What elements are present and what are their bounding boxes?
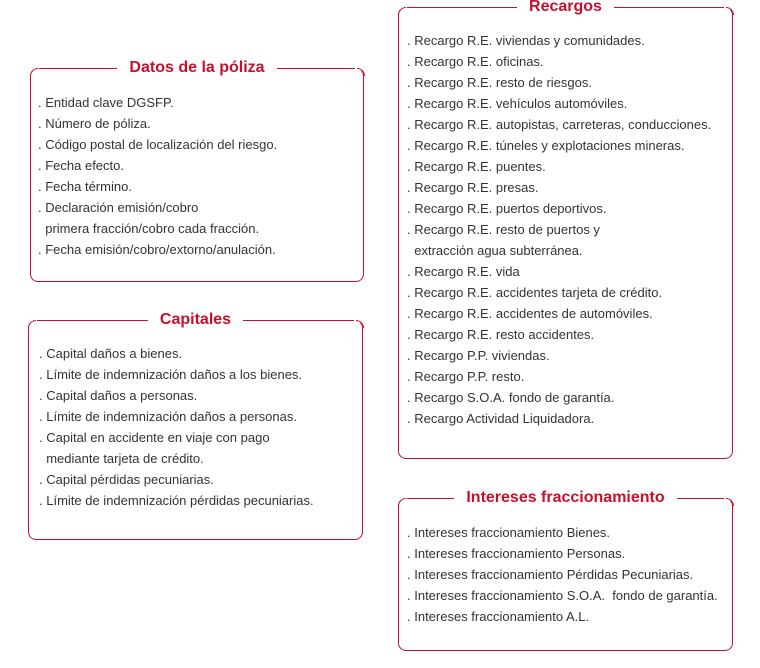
list-item: . Intereses fraccionamiento S.O.A. fondo de garantía. (407, 588, 718, 603)
list-item: . Intereses fraccionamiento Bienes. (407, 525, 611, 540)
list-item: . Declaración emisión/cobro (38, 200, 199, 215)
border-segment (407, 7, 517, 8)
capitales-list (39, 343, 314, 511)
section-title-intereses-text: Intereses fraccionamiento (454, 489, 676, 506)
section-intereses-fraccionamiento (398, 489, 733, 651)
list-item: . Fecha emisión/cobro/extorno/anulación. (38, 242, 276, 257)
border-segment (243, 320, 354, 321)
list-item: . Recargo R.E. presas. (407, 180, 539, 195)
list-item: . Recargo R.E. viviendas y comunidades. (407, 33, 645, 48)
list-item: . Fecha efecto. (38, 158, 124, 173)
border-segment (677, 498, 724, 499)
border-segment (277, 68, 355, 69)
list-item: . Intereses fraccionamiento Pérdidas Pecuniarias. (407, 567, 694, 582)
list-item: . Código postal de localización del riesgo. (38, 137, 278, 152)
list-item: mediante tarjeta de crédito. (39, 451, 204, 466)
section-recargos (398, 0, 733, 459)
list-item: . Capital daños a bienes. (39, 346, 183, 361)
list-item: . Límite de indemnización pérdidas pecuniarias. (39, 493, 314, 508)
border-corner (357, 68, 365, 76)
list-item: . Recargo S.O.A. fondo de garantía. (407, 390, 615, 405)
section-title-capitales-text: Capitales (148, 311, 243, 328)
list-item: . Recargo R.E. accidentes tarjeta de crédito. (407, 285, 663, 300)
list-item: . Recargo R.E. puertos deportivos. (407, 201, 607, 216)
border-corner (726, 498, 734, 506)
border-corner (726, 7, 734, 15)
recargos-list (407, 30, 711, 429)
list-item: . Intereses fraccionamiento Personas. (407, 546, 626, 561)
list-item: primera fracción/cobro cada fracción. (38, 221, 260, 236)
list-item: . Intereses fraccionamiento A.L. (407, 609, 590, 624)
section-title-recargos-text: Recargos (517, 0, 614, 15)
border-corner (356, 320, 364, 328)
section-title-recargos (399, 0, 732, 18)
list-item: . Límite de indemnización daños a los bienes. (39, 367, 303, 382)
list-item: . Recargo R.E. túneles y explotaciones mineras. (407, 138, 685, 153)
list-item: extracción agua subterránea. (407, 243, 583, 258)
border-segment (39, 68, 117, 69)
list-item: . Recargo R.E. oficinas. (407, 54, 544, 69)
list-item: . Recargo R.E. resto de riesgos. (407, 75, 592, 90)
list-item: . Recargo R.E. puentes. (407, 159, 546, 174)
section-title-datos-poliza-text: Datos de la póliza (117, 59, 276, 76)
list-item: . Recargo R.E. accidentes de automóviles. (407, 306, 653, 321)
list-item: . Recargo R.E. vida (407, 264, 520, 279)
list-item: . Recargo R.E. resto de puertos y (407, 222, 600, 237)
list-item: . Entidad clave DGSFP. (38, 95, 174, 110)
list-item: . Recargo P.P. viviendas. (407, 348, 550, 363)
list-item: . Recargo Actividad Liquidadora. (407, 411, 595, 426)
border-segment (614, 7, 724, 8)
list-item: . Recargo R.E. autopistas, carreteras, conducciones. (407, 117, 712, 132)
section-capitales (28, 311, 363, 540)
list-item: . Capital pérdidas pecuniarias. (39, 472, 214, 487)
intereses-list (407, 522, 718, 627)
border-segment (407, 498, 454, 499)
section-datos-poliza (30, 59, 364, 282)
list-item: . Capital daños a personas. (39, 388, 198, 403)
list-item: . Capital en accidente en viaje con pago (39, 430, 270, 445)
list-item: . Recargo P.P. resto. (407, 369, 525, 384)
list-item: . Recargo R.E. vehículos automóviles. (407, 96, 628, 111)
list-item: . Fecha término. (38, 179, 132, 194)
datos-poliza-list (38, 92, 277, 260)
list-item: . Número de póliza. (38, 116, 151, 131)
border-segment (37, 320, 148, 321)
list-item: . Límite de indemnización daños a personas. (39, 409, 297, 424)
list-item: . Recargo R.E. resto accidentes. (407, 327, 595, 342)
